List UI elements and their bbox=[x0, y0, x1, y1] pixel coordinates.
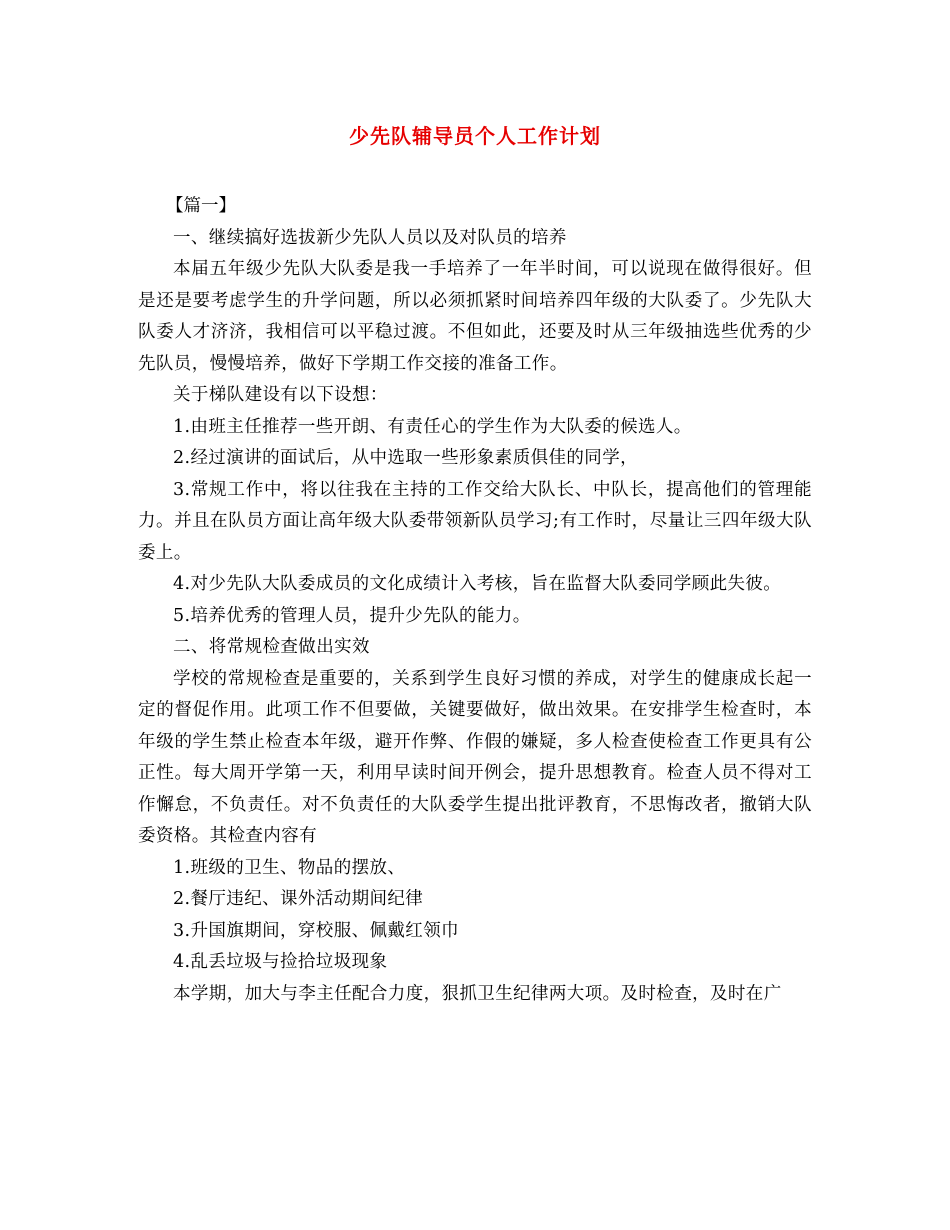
heading-one: 一、继续搞好选拔新少先队人员以及对队员的培养 bbox=[173, 227, 567, 248]
paragraph: 本学期，加大与李主任配合力度，狠抓卫生纪律两大项。及时检查，及时在广 bbox=[173, 983, 782, 1004]
paragraph: 本届五年级少先队大队委是我一手培养了一年半时间，可以说现在做得很好。但是还是要考虑学生的升学问题，所以必须抓紧时间培养四年级的大队委了。少先队大队委人才济济，我相信可以平稳过渡。不但如此，还要及时从三年级抽选些优秀的少先队员，慢慢培养，做好下学期工作交接的准备工作。 bbox=[138, 259, 812, 374]
list-item: 2.餐厅违纪、课外活动期间纪律 bbox=[173, 889, 424, 909]
paragraph: 学校的常规检查是重要的，关系到学生良好习惯的养成，对学生的健康成长起一定的督促作用。此项工作不但要做，关键要做好，做出效果。在安排学生检查时，本年级的学生禁止检查本年级，避开作弊、作假的嫌疑，多人检查使检查工作更具有公正性。每大周开学第一天，利用早读时间开例会，提升思想教育。检查人员不得对工作懈怠，不负责任。对不负责任的大队委学生提出批评教育，不思悔改者，撤销大队委资格。其检查内容有 bbox=[138, 668, 812, 846]
document-title: 少先队辅导员个人工作计划 bbox=[349, 124, 601, 148]
heading-two: 二、将常规检查做出实效 bbox=[173, 637, 370, 657]
list-item: 2.经过演讲的面试后，从中选取一些形象素质俱佳的同学， bbox=[173, 448, 638, 468]
list-item: 1.班级的卫生、物品的摆放、 bbox=[173, 857, 406, 878]
list-item: 3.升国旗期间，穿校服、佩戴红领巾 bbox=[173, 920, 459, 941]
document-body bbox=[138, 191, 812, 1010]
list-item: 4.乱丢垃圾与捡拾垃圾现象 bbox=[173, 952, 388, 972]
list-item: 5.培养优秀的管理人员，提升少先队的能力。 bbox=[173, 605, 531, 626]
section-tag: 【篇一】 bbox=[166, 196, 236, 216]
paragraph: 关于梯队建设有以下设想： bbox=[173, 385, 388, 405]
list-item: 1.由班主任推荐一些开朗、有责任心的学生作为大队委的候选人。 bbox=[173, 416, 692, 437]
list-item: 4.对少先队大队委成员的文化成绩计入考核，旨在监督大队委同学顾此失彼。 bbox=[173, 574, 782, 594]
list-item: 3.常规工作中，将以往我在主持的工作交给大队长、中队长，提高他们的管理能力。并且在队员方面让高年级大队委带领新队员学习;有工作时，尽量让三四年级大队委上。 bbox=[138, 479, 812, 563]
